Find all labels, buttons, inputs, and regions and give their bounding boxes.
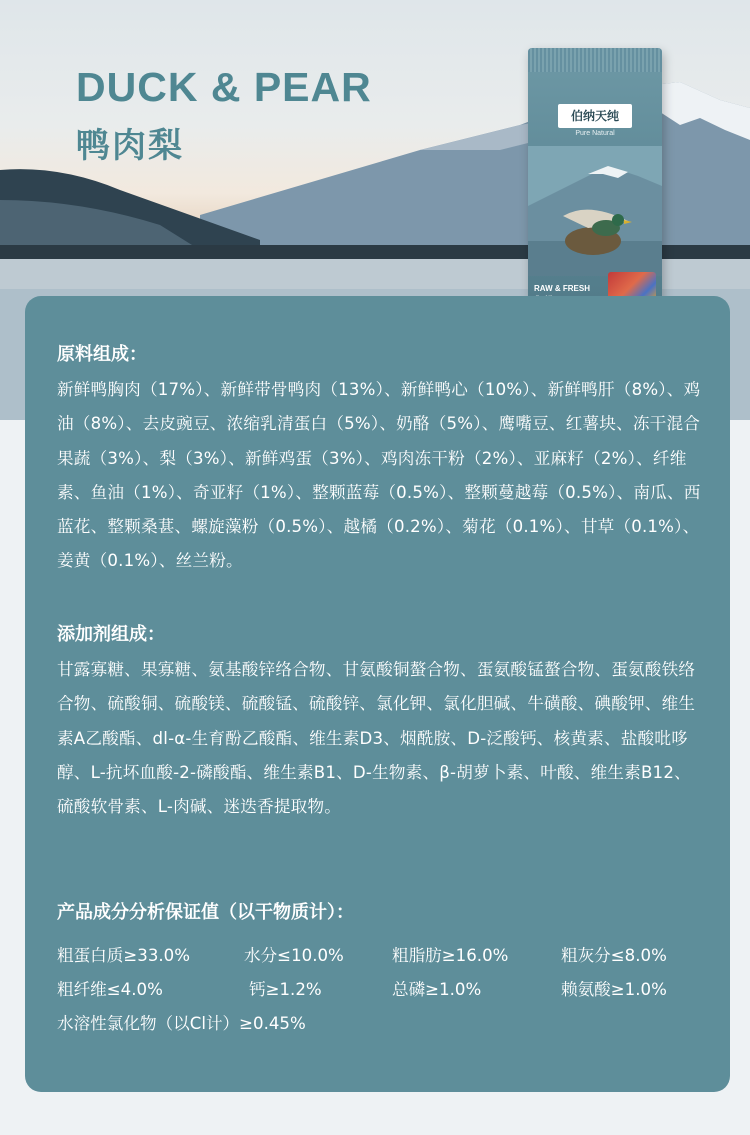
product-title-english: DUCK & PEAR xyxy=(76,64,372,110)
ingredients-text: 新鲜鸭胸肉（17%）、新鲜带骨鸭肉（13%）、新鲜鸭心（10%）、新鲜鸭肝（8%）、鸡油（8%）、去皮豌豆、浓缩乳清蛋白（5%）、奶酪（5%）、鹰嘴豆、红薯块、冻干混合果蔬（3%）、梨（3%）、新鲜鸡蛋（3%）、鸡肉冻干粉（2%）、亚麻籽（2%）、纤维素、鱼油（1%）、奇亚籽（1%）、整颗蓝莓（0.5%）、整颗蔓越莓（0.5%）、南瓜、西蓝花、整颗桑葚、螺旋藻粉（0.5%）、越橘（0.2%）、菊花（0.1%）、甘草（0.1%）、姜黄（0.1%）、丝兰粉。 xyxy=(57,380,701,571)
additives-heading: 添加剂组成： xyxy=(57,624,165,645)
analysis-heading: 产品成分分析保证值（以干物质计）： xyxy=(57,902,354,923)
spec-chloride: 水溶性氯化物（以Cl计）≥0.45% xyxy=(57,1014,306,1033)
bag-seal xyxy=(528,48,662,72)
product-bag-image xyxy=(528,48,662,333)
spec-crude-fiber: 粗纤维≤4.0% xyxy=(57,980,163,999)
spec-lysine: 赖氨酸≥1.0% xyxy=(561,980,667,999)
brand-english: Pure Natural xyxy=(575,130,615,137)
ingredients-card xyxy=(25,296,730,1092)
ingredients-heading: 原料组成： xyxy=(57,344,147,365)
duck-illustration xyxy=(528,146,662,276)
spec-moisture: 水分≤10.0% xyxy=(244,946,344,965)
additives-text: 甘露寡糖、果寡糖、氨基酸锌络合物、甘氨酸铜螯合物、蛋氨酸锰螯合物、蛋氨酸铁络合物、硫酸铜、硫酸镁、硫酸锰、硫酸锌、氯化钾、氯化胆碱、牛磺酸、碘酸钾、维生素A乙酸酯、dl-α-生育酚乙酸酯、维生素D3、烟酰胺、D-泛酸钙、核黄素、盐酸吡哆醇、L-抗坏血酸-2-磷酸酯、维生素B1、D-生物素、β-胡萝卜素、叶酸、维生素B12、硫酸软骨素、L-肉碱、迷迭香提取物。 xyxy=(57,660,696,817)
product-title-chinese: 鸭肉梨 xyxy=(76,126,184,166)
spec-crude-ash: 粗灰分≤8.0% xyxy=(561,946,667,965)
brand-logo: 伯纳天纯 xyxy=(558,104,632,128)
spec-phosphorus: 总磷≥1.0% xyxy=(392,980,482,999)
spec-crude-protein: 粗蛋白质≥33.0% xyxy=(57,946,190,965)
spec-calcium: 钙≥1.2% xyxy=(249,980,322,999)
spec-crude-fat: 粗脂肪≥16.0% xyxy=(392,946,509,965)
bag-raw-fresh-label: RAW & FRESH xyxy=(534,284,590,293)
